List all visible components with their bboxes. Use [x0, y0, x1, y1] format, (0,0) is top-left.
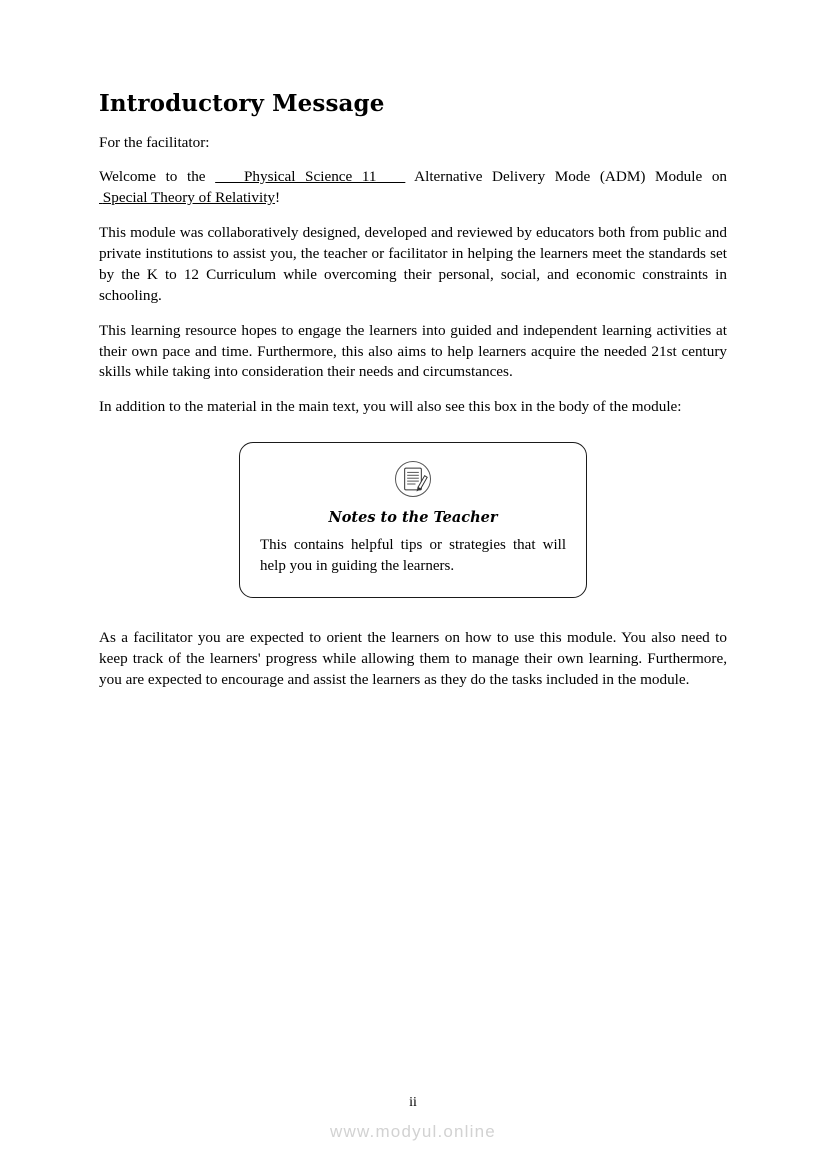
welcome-suffix: !: [275, 188, 281, 206]
notepad-pencil-icon: [393, 459, 433, 499]
page-number: ii: [409, 1095, 417, 1110]
welcome-paragraph: [99, 167, 727, 209]
page-content: [99, 90, 727, 691]
paragraph-collaborative-design: This module was collaboratively designed, developed and reviewed by educators both from public and private institutions to assist you, the teacher or facilitator in helping the learners meet the standards set by the K to 12 Curriculum while overcoming their personal, social, and economic constraints in schooling.: [99, 223, 727, 304]
topic-blank: Special Theory of Relativity: [102, 188, 276, 206]
welcome-prefix: Welcome to the: [99, 167, 206, 185]
watermark: www.modyul.online: [330, 1122, 496, 1141]
paragraph-facilitator-role: As a facilitator you are expected to orient the learners on how to use this module. You also need to keep track of the learners' progress while allowing them to manage their own learning. Furthermore, you are expected to encourage and assist the learners as they do the tasks included in the module.: [99, 628, 727, 688]
welcome-middle: Alternative Delivery Mode (ADM) Module on: [414, 167, 728, 185]
note-box-text: This contains helpful tips or strategies that will help you in guiding the learners.: [260, 537, 566, 575]
page-title: Introductory Message: [99, 90, 385, 117]
audience-line: For the facilitator:: [99, 133, 210, 151]
note-box-container: [99, 442, 727, 597]
notes-to-the-teacher-box: [239, 442, 587, 597]
paragraph-learning-resource: This learning resource hopes to engage the learners into guided and independent learning activities at their own pace and time. Furthermore, this also aims to help learners acquire the needed 21st century skills while taking into consideration their needs and circumstances.: [99, 321, 727, 381]
paragraph-box-intro: In addition to the material in the main text, you will also see this box in the body of the module:: [99, 398, 682, 416]
note-box-title: Notes to the Teacher: [328, 509, 498, 527]
subject-blank: Physical Science 11: [243, 167, 377, 185]
